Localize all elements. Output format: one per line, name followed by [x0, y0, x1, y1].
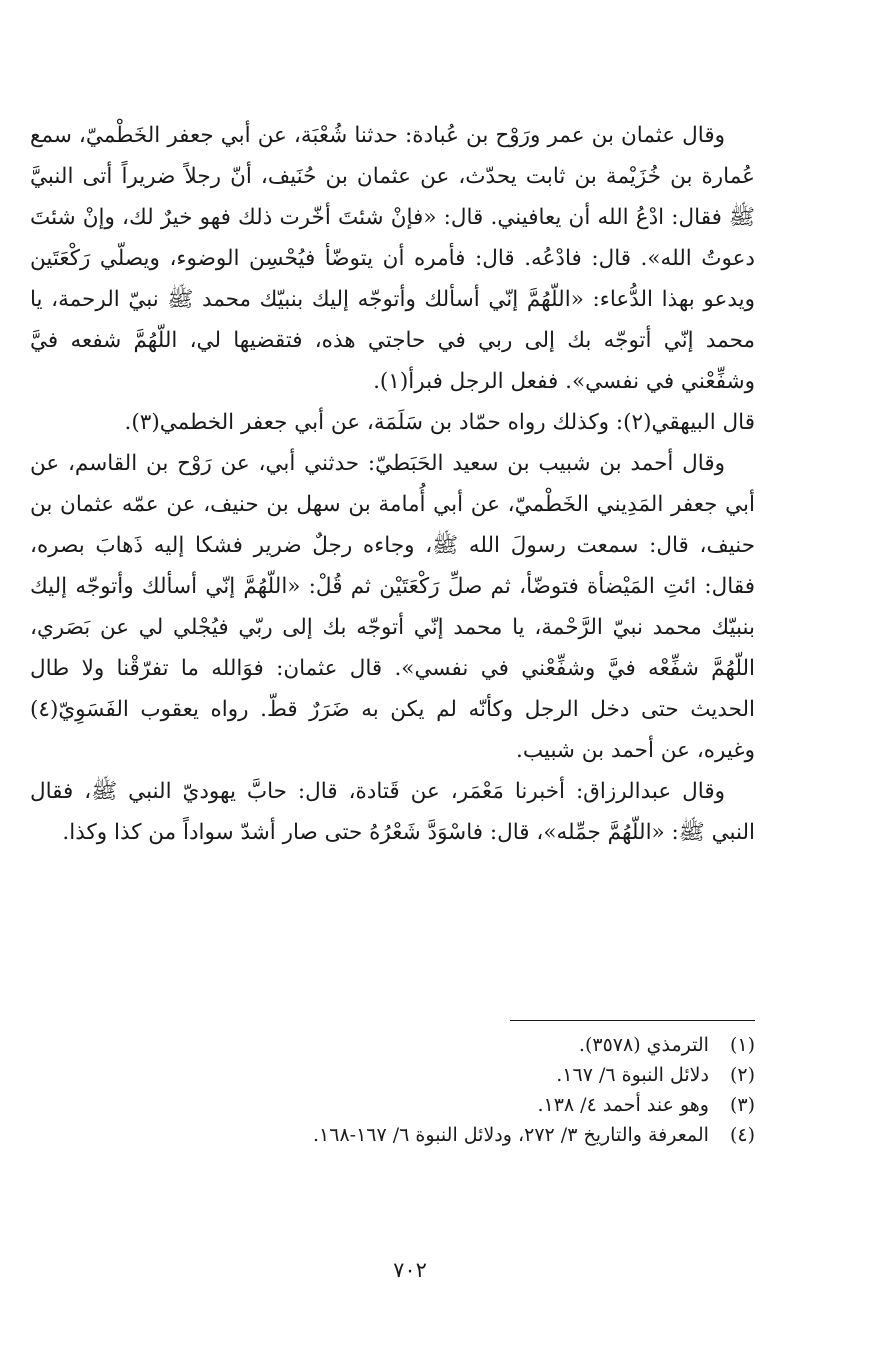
footnote-text: الترمذي (٣٥٧٨).	[578, 1034, 709, 1056]
footnote-4	[200, 1120, 755, 1150]
footnote-text: دلائل النبوة ٦/ ١٦٧.	[556, 1064, 709, 1086]
paragraph-bayhaqi: قال البيهقي(٢): وكذلك رواه حمّاد بن سَلَمَة، عن أبي جعفر الخطمي(٣).	[124, 410, 755, 435]
footnote-number: (٢)	[729, 1064, 755, 1086]
main-text	[30, 115, 755, 853]
paragraph-abdulrazzaq: وقال عبدالرزاق: أخبرنا مَعْمَر، عن قَتادة، قال: حابَّ يهوديّ النبي ﷺ، فقال النبي ﷺ: «اللّهُمَّ جمِّله»، قال: فاسْوَدَّ شَعْرُهُ حتى صار أشدّ سواداً من كذا وكذا.	[30, 779, 755, 845]
paragraph-ahmad-ibn-shabib: وقال أحمد بن شبيب بن سعيد الحَبَطيّ: حدثني أبي، عن رَوْح بن القاسم، عن أبي جعفر المَدِيني الخَطْميّ، عن أبي أُمامة بن سهل بن حنيف، عن عمّه عثمان بن حنيف، قال: سمعت رسولَ الله ﷺ، وجاءه رجلٌ ضرير فشكا إليه ذَهابَ بصره، فقال: ائتِ المَيْضأة فتوضّأ، ثم صلِّ رَكْعَتَيْن ثم قُلْ: «اللّهُمَّ إنّي أسألك وأتوجّه إليك بنبيّك محمد نبيّ الرَّحْمة، يا محمد إنّي أتوجّه بك إلى ربّي فيُجْلي لي عن بَصَري، اللّهُمَّ شفِّعْه فيَّ وشفِّعْني في نفسي». قال عثمان: فوَالله ما تفرّقْنا ولا طال الحديث حتى دخل الرجل وكأنّه لم يكن به ضَرَرٌ قطّ. رواه يعقوب الفَسَوِيّ(٤) وغيره، عن أحمد بن شبيب.	[30, 451, 755, 763]
paragraph-uthman-ibn-hunayf: وقال عثمان بن عمر ورَوْح بن عُبادة: حدثنا شُعْبَة، عن أبي جعفر الخَطْميّ، سمع عُمارة بن خُزَيْمة بن ثابت يحدّث، عن عثمان بن حُنَيف، أنّ رجلاً ضريراً أتى النبيَّ ﷺ فقال: ادْعُ الله أن يعافيني. قال: «فإنْ شئتَ أخّرت ذلك فهو خيرٌ لك، وإنْ شئتَ دعوتُ الله». قال: فادْعُه. قال: فأمره أن يتوضّأ فيُحْسِن الوضوء، ويصلّي رَكْعَتَين ويدعو بهذا الدُّعاء: «اللّهُمَّ إنّي أسألك وأتوجّه إليك بنبيّك محمد ﷺ نبيّ الرحمة، يا محمد إنّي أتوجّه بك إلى ربي في حاجتي هذه، فتقضيها لي، اللّهُمَّ شفعه فيَّ وشفِّعْني في نفسي». ففعل الرجل فبرأ(١).	[30, 123, 755, 394]
page-number: ٧٠٢	[393, 1258, 427, 1282]
footnote-number: (١)	[729, 1034, 755, 1056]
footnote-divider	[510, 1020, 755, 1021]
footnote-text: وهو عند أحمد ٤/ ١٣٨.	[537, 1094, 709, 1116]
footnote-number: (٣)	[729, 1094, 755, 1116]
footnote-number: (٤)	[729, 1124, 755, 1146]
footnotes	[200, 1030, 755, 1150]
footnote-text: المعرفة والتاريخ ٣/ ٢٧٢، ودلائل النبوة ٦/ ١٦٧-١٦٨.	[313, 1124, 709, 1146]
footnote-1	[200, 1030, 755, 1060]
footnote-2	[200, 1060, 755, 1090]
footnote-3	[200, 1090, 755, 1120]
